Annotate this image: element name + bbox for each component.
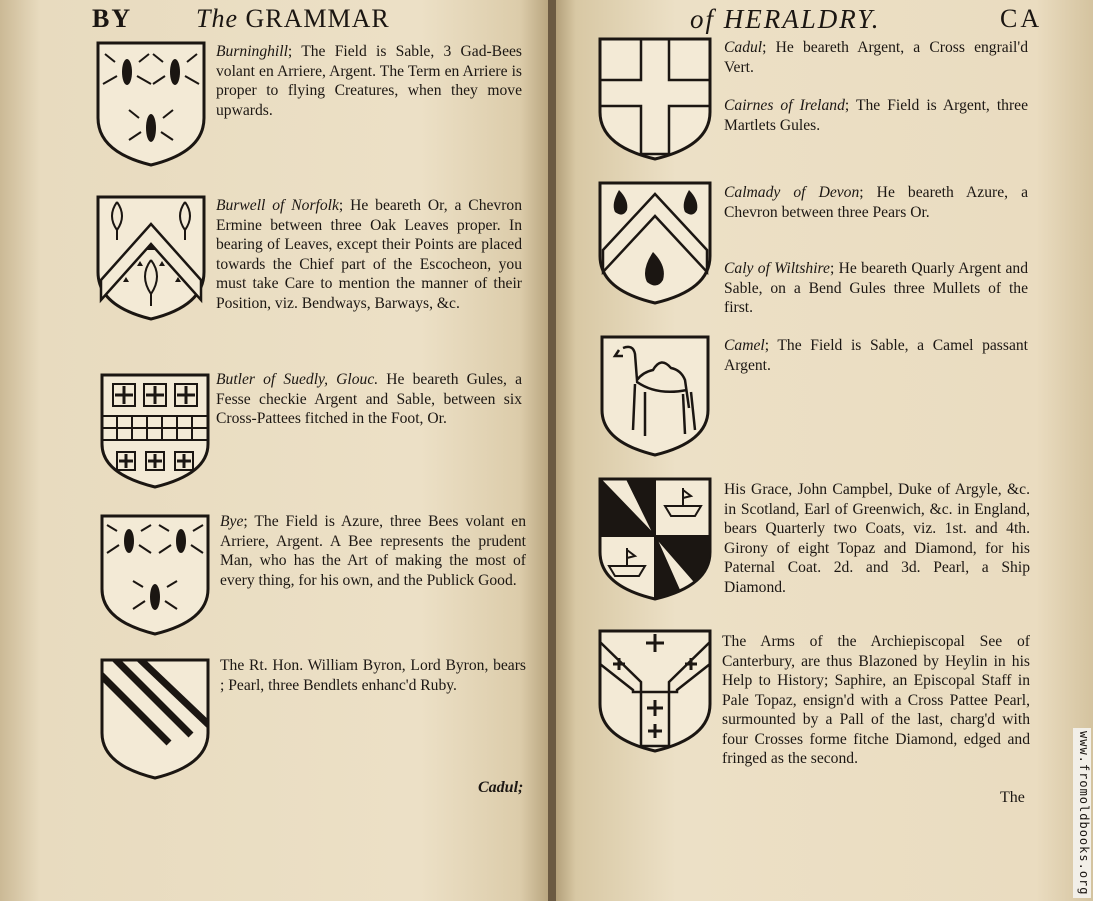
entry-name: Caly of Wiltshire [724,260,830,277]
entry-text: ; The Field is Sable, 3 Gad-Bees volant en Arriere, Argent. The Term en Arriere is proper to flying Creatures, when they move upwards. [216,43,522,119]
shield-byron-bendlets [99,657,211,781]
website-watermark: www.fromoldbooks.org [1073,728,1091,898]
entry-burwell [216,196,522,313]
entry-name: Cairnes of Ireland [724,97,845,114]
entry-burninghill [216,42,522,120]
shield-burwell-chevron-leaves [95,194,207,322]
entry-caly [724,259,1028,318]
shield-canterbury-pall [597,628,709,754]
running-head-right-title: of HERALDRY. [690,4,881,34]
entry-text: ; The Field is Azure, three Bees volant en Arriere, Argent. A Bee represents the prudent Man, who has the Art of making the most of every thing, for his own, and the Publick Good. [220,513,526,589]
catchword-right: The [1000,789,1025,806]
entry-cadul [724,38,1028,77]
entry-text: ; He beareth Quarly Argent and Sable, on a Bend Gules three Mullets of the first. [724,260,1028,316]
shield-camel [599,334,711,458]
entry-bye [220,512,526,590]
shield-campbel-quarterly [597,476,709,602]
shield-burninghill-bees [95,40,207,168]
entry-name: Cadul [724,39,763,56]
shield-bye-bees [99,513,211,637]
entry-text: ; The Field is Argent, three Martlets Gules. [724,97,1029,134]
running-head-left-title [196,4,390,34]
catchword-left: Cadul; [478,779,524,796]
shield-calmady-chevron-pears [597,180,709,306]
entry-name: Camel [724,337,765,354]
entry-canterbury [722,632,1030,769]
entry-name: Calmady of Devon [724,184,860,201]
entry-text: The Arms of the Archiepiscopal See of Canterbury, are thus Blazoned by Heylin in his Help to History; Saphire, an Episcopal Staff in Pale Topaz, ensign'd with a Cross Pattee Pearl, surmounted by a Pall of the last, charg'd with four Crosses forme fitche Diamond, edged and fringed as the second. [722,633,1030,767]
entry-text: His Grace, John Campbel, Duke of Argyle, &c. in Scotland, Earl of Greenwich, &c. in England, bears Quarterly two Coats, viz. 1st. and 4th. Girony of eight Topaz and Diamond, for his Paternal Coat. 2d. and 3d. Pearl, a Ship Diamond. [724,481,1030,596]
entry-name: Burninghill [216,43,288,60]
running-head-right-letters: CA [1000,4,1043,33]
running-head-left-by: BY [92,4,133,33]
entry-butler [216,370,522,429]
entry-camel [724,336,1028,375]
entry-text: ; He beareth Argent, a Cross engrail'd Vert. [724,39,1028,76]
running-head-grammar: GRAMMAR [245,4,390,33]
entry-text: The Rt. Hon. William Byron, Lord Byron, bears ; Pearl, three Bendlets enhanc'd Ruby. [220,657,526,694]
entry-cairnes [724,96,1028,135]
shield-cadul-cross [597,36,709,162]
running-head-the: The [196,4,238,33]
entry-text: ; The Field is Sable, a Camel passant Argent. [724,337,1028,374]
shield-butler-fesse-checkie [99,372,211,490]
entry-text: He beareth Gules, a Fesse checkie Argent and Sable, between six Cross-Pattees fitched in the Foot, Or. [216,371,522,427]
entry-name: Bye [220,513,244,530]
entry-calmady [724,183,1028,222]
entry-name: Butler of Suedly, Glouc. [216,371,379,388]
entry-text: ; He beareth Azure, a Chevron between three Pears Or. [724,184,1029,221]
book-gutter [548,0,556,901]
entry-byron [220,656,526,695]
entry-campbel [724,480,1030,597]
entry-name: Burwell of Norfolk [216,197,339,214]
entry-text: ; He beareth Or, a Chevron Ermine between three Oak Leaves proper. In bearing of Leaves, except their Points are placed towards the Chief part of the Escocheon, you must take Care to mention the manner of their Position, viz. Bendways, Barways, &c. [216,197,523,312]
